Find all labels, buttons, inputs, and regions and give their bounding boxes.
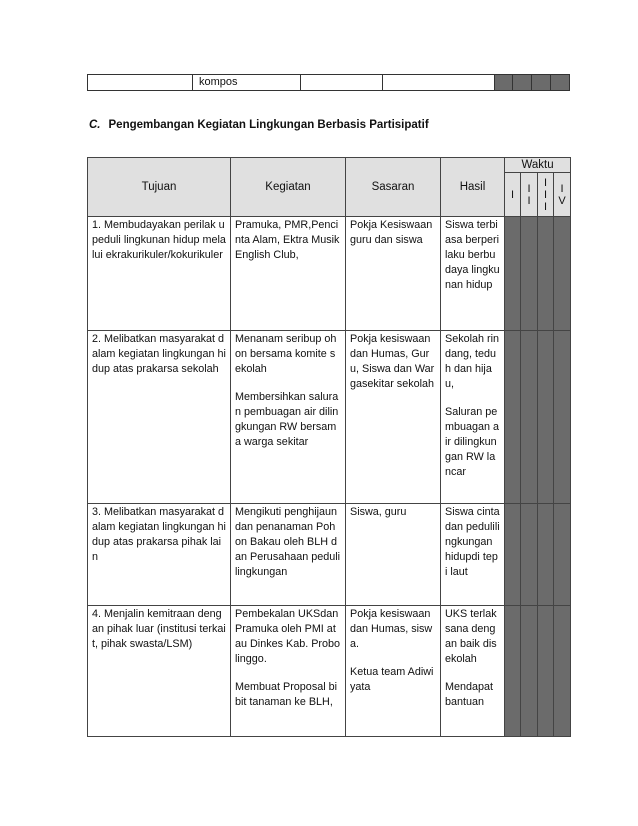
week-cell	[521, 331, 538, 504]
top-week-cell	[513, 75, 532, 91]
week-cell	[554, 217, 571, 331]
kegiatan-cell	[231, 606, 346, 737]
cell-text: Sekolah rindang, teduh dan hijau,	[445, 333, 500, 390]
hasil-cell	[441, 606, 505, 737]
section-title: Pengembangan Kegiatan Lingkungan Berbasis Partisipatif	[108, 119, 429, 131]
cell-text: Membuat Proposal bibit tanaman ke BLH,	[235, 681, 338, 708]
sasaran-cell	[346, 606, 441, 737]
cell-text: Menanam seribup ohon bersama komite sekolah	[235, 333, 337, 375]
kegiatan-cell	[231, 217, 346, 331]
table-row	[88, 331, 571, 504]
sasaran-cell	[346, 331, 441, 504]
cell-text: Pokja Kesiswaan guru dan siswa	[350, 219, 433, 246]
hasil-cell	[441, 504, 505, 606]
header-week-3: I I I	[538, 173, 554, 217]
header-week-2: I I	[521, 173, 538, 217]
week-cell	[521, 504, 538, 606]
kegiatan-cell	[231, 504, 346, 606]
week-cell	[521, 606, 538, 737]
top-hasil-cell	[383, 75, 495, 91]
top-tujuan-cell	[88, 75, 193, 91]
table-row	[88, 217, 571, 331]
tujuan-cell: 1. Membudayakan perilak upeduli lingkunan hidup melalui ekrakurikuler/kokurikuler	[88, 217, 231, 331]
hasil-cell	[441, 217, 505, 331]
header-tujuan: Tujuan	[88, 158, 231, 217]
week-cell	[554, 504, 571, 606]
header-week-4: I V	[554, 173, 571, 217]
tujuan-cell: 3. Melibatkan masyarakat dalam kegiatan lingkungan hidup atas prakarsa pihak lain	[88, 504, 231, 606]
week-cell	[538, 331, 554, 504]
top-week-cell	[551, 75, 570, 91]
week-cell	[538, 217, 554, 331]
cell-text: Pramuka, PMR,Pencinta Alam, Ektra Musik English Club,	[235, 219, 340, 261]
cell-text: Pembekalan UKSdan Pramuka oleh PMI atau Dinkes Kab. Probolinggo.	[235, 608, 341, 665]
cell-text: Ketua team Adiwiyata	[350, 666, 434, 693]
top-week-cell	[495, 75, 513, 91]
header-waktu: Waktu	[505, 158, 571, 173]
week-cell	[538, 504, 554, 606]
tujuan-cell: 4. Menjalin kemitraan dengan pihak luar (institusi terkait, pihak swasta/LSM)	[88, 606, 231, 737]
sasaran-cell	[346, 217, 441, 331]
continuation-table	[87, 74, 570, 91]
week-cell	[505, 331, 521, 504]
header-kegiatan: Kegiatan	[231, 158, 346, 217]
week-cell	[521, 217, 538, 331]
section-letter: C.	[89, 119, 101, 131]
kegiatan-cell	[231, 331, 346, 504]
header-hasil: Hasil	[441, 158, 505, 217]
cell-text: Pokja kesiswaan dan Humas, siswa.	[350, 608, 433, 650]
cell-text: Saluran pembuagan air dilingkungan RW lancar	[445, 406, 500, 478]
cell-text: Pokja kesiswaan dan Humas, Guru, Siswa dan Wargasekitar sekolah	[350, 333, 435, 390]
week-cell	[505, 606, 521, 737]
cell-text: Mendapat bantuan	[445, 681, 494, 708]
continuation-row	[88, 75, 570, 91]
table-row	[88, 504, 571, 606]
top-week-cell	[532, 75, 551, 91]
week-cell	[554, 331, 571, 504]
top-sasaran-cell	[301, 75, 383, 91]
header-row-top	[88, 158, 571, 173]
cell-text: Siswa terbiasa berperilaku berbudaya lingkunan hidup	[445, 219, 500, 291]
tujuan-cell: 2. Melibatkan masyarakat dalam kegiatan lingkungan hidup atas prakarsa sekolah	[88, 331, 231, 504]
cell-text: Mengikuti penghijaun dan penanaman Pohon Bakau oleh BLH dan Perusahaan peduli lingkungan	[235, 506, 341, 578]
section-heading	[89, 119, 429, 131]
header-sasaran: Sasaran	[346, 158, 441, 217]
week-cell	[505, 217, 521, 331]
cell-text: Membersihkan saluran pembuagan air dilingkungan RW bersama warga sekitar	[235, 391, 339, 448]
activity-table	[87, 157, 571, 737]
week-cell	[505, 504, 521, 606]
sasaran-cell	[346, 504, 441, 606]
week-cell	[554, 606, 571, 737]
header-week-1: I	[505, 173, 521, 217]
cell-text: Siswa, guru	[350, 506, 407, 518]
cell-text: Siswa cinta dan pedulilingkungan hidupdi tepi laut	[445, 506, 500, 578]
week-cell	[538, 606, 554, 737]
cell-text: UKS terlaksana dengan baik disekolah	[445, 608, 497, 665]
table-row	[88, 606, 571, 737]
hasil-cell	[441, 331, 505, 504]
top-kegiatan-cell: kompos	[193, 75, 301, 91]
